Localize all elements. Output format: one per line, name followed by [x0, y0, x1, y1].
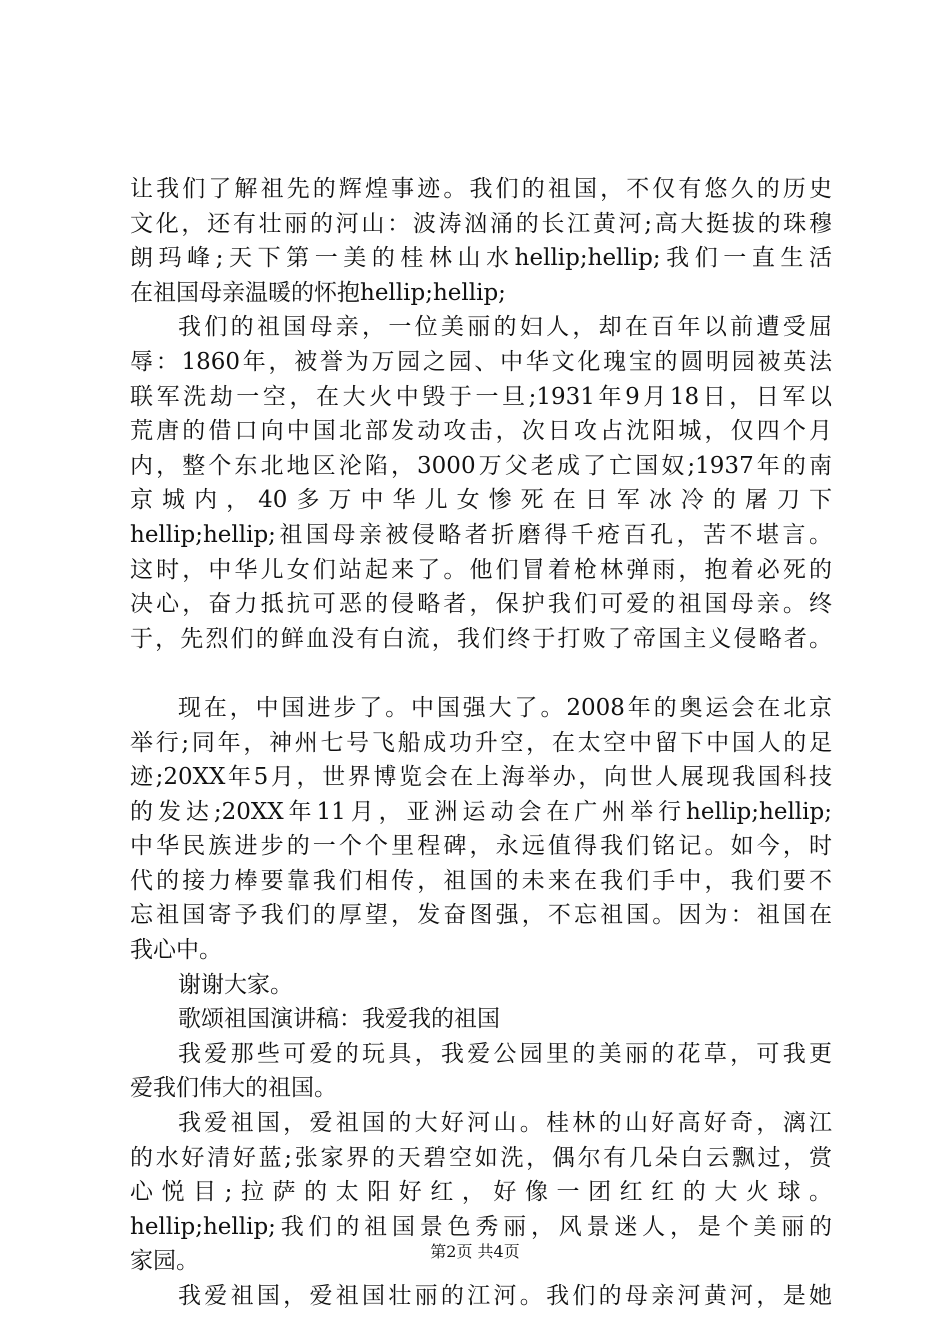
text-line: 的发达;20XX年11月，亚洲运动会在广州举行hellip;hellip;	[130, 798, 832, 825]
text-line: hellip;hellip;祖国母亲被侵略者折磨得千疮百孔，苦不堪言。	[130, 521, 832, 548]
text-line: 我爱祖国，爱祖国壮丽的江河。我们的母亲河黄河，是她	[178, 1283, 832, 1309]
text-line: 迹;20XX年5月，世界博览会在上海举办，向世人展现我国科技	[130, 764, 832, 791]
text-line: 京城内，40多万中华儿女惨死在日军冰冷的屠刀下	[130, 487, 832, 514]
text-line: 我爱祖国，爱祖国的大好河山。桂林的山好高好奇，漓江	[178, 1110, 832, 1137]
text-line: 中华民族进步的一个个里程碑，永远值得我们铭记。如今，时	[130, 833, 832, 860]
text-line: 朗玛峰;天下第一美的桂林山水hellip;hellip;我们一直生活	[130, 245, 832, 272]
text-line: 的水好清好蓝;张家界的天碧空如洗，偶尔有几朵白云飘过，赏	[130, 1144, 832, 1171]
text-line: 这时，中华儿女们站起来了。他们冒着枪林弹雨，抱着必死的	[130, 556, 832, 583]
text-line: 在祖国母亲温暖的怀抱hellip;hellip;	[130, 279, 506, 306]
text-line: 荒唐的借口向中国北部发动攻击，次日攻占沈阳城，仅四个月	[130, 418, 832, 445]
text-line: 忘祖国寄予我们的厚望，发奋图强，不忘祖国。因为：祖国在	[130, 902, 832, 929]
section-heading: 歌颂祖国演讲稿：我爱我的祖国	[178, 1006, 500, 1033]
text-line: 于，先烈们的鲜血没有白流，我们终于打败了帝国主义侵略者。	[130, 625, 832, 652]
text-line: hellip;hellip;我们的祖国景色秀丽，风景迷人，是个美丽的	[130, 1213, 832, 1240]
text-line: 我们的祖国母亲，一位美丽的妇人，却在百年以前遭受屈	[178, 314, 832, 341]
text-line: 让我们了解祖先的辉煌事迹。我们的祖国，不仅有悠久的历史	[130, 176, 832, 202]
text-line: 文化，还有壮丽的河山：波涛汹涌的长江黄河;高大挺拔的珠穆	[130, 210, 832, 237]
text-line: 家园。	[130, 1248, 199, 1275]
text-line: 内，整个东北地区沦陷，3000万父老成了亡国奴;1937年的南	[130, 452, 832, 479]
text-line: 心悦目;拉萨的太阳好红，好像一团红红的大火球。	[130, 1179, 832, 1206]
page-number-footer: 第2页 共4页	[430, 1242, 520, 1261]
text-line: 代的接力棒要靠我们相传，祖国的未来在我们手中，我们要不	[130, 867, 832, 894]
text-line: 辱：1860年，被誉为万园之园、中华文化瑰宝的圆明园被英法	[130, 348, 832, 375]
text-line: 现在，中国进步了。中国强大了。2008年的奥运会在北京	[178, 694, 832, 721]
document-body	[130, 172, 832, 1314]
text-line: 谢谢大家。	[178, 971, 293, 998]
paragraph-gap	[130, 656, 832, 691]
text-line: 我爱那些可爱的玩具，我爱公园里的美丽的花草，可我更	[178, 1040, 832, 1067]
text-line: 举行;同年，神州七号飞船成功升空，在太空中留下中国人的足	[130, 729, 832, 756]
text-line: 爱我们伟大的祖国。	[130, 1075, 337, 1102]
text-line: 我心中。	[130, 937, 222, 964]
text-line: 决心，奋力抵抗可恶的侵略者，保护我们可爱的祖国母亲。终	[130, 591, 832, 618]
text-line: 联军洗劫一空，在大火中毁于一旦;1931年9月18日，日军以	[130, 383, 832, 410]
